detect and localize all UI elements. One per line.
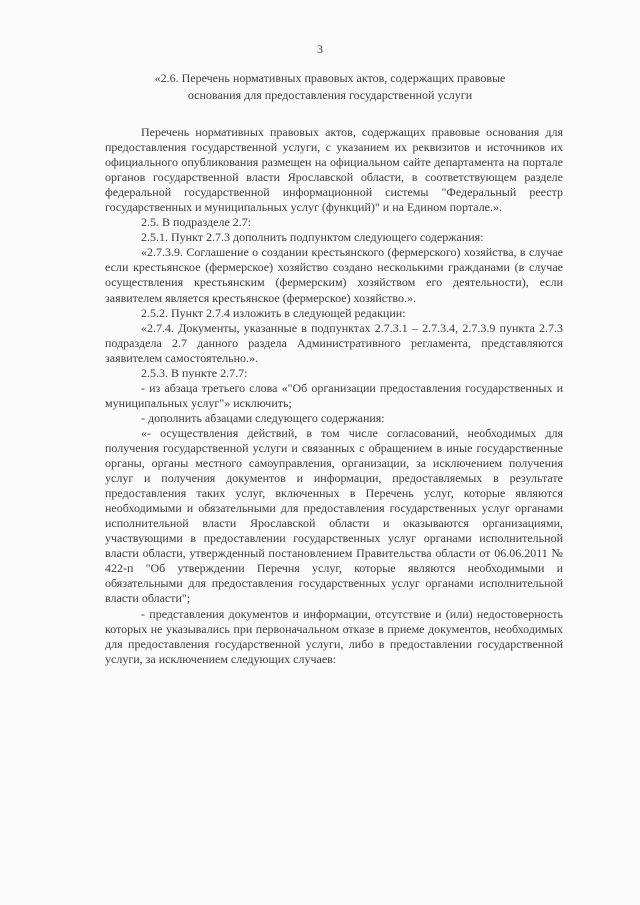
paragraph-documents-clause: - представления документов и информации, отсутствие и (или) недостоверность которых не указывались при первоначальном отказе в приеме документов, необходимых для предоставления государственной услуги, либо в предоставлении государственной услуги, за исключением следующих случаев:	[105, 606, 563, 666]
paragraph-2-5-1: 2.5.1. Пункт 2.7.3 дополнить подпунктом следующего содержания:	[141, 230, 484, 245]
paragraph-2-7-4: «2.7.4. Документы, указанные в подпунктах 2.7.3.1 – 2.7.3.4, 2.7.3.9 пункта 2.7.3 подраздела 2.7 данного раздела Административного регламента, представляются заявителем самостоятельно.».	[105, 320, 563, 365]
paragraph-2-7-3-9: «2.7.3.9. Соглашение о создании крестьянского (фермерского) хозяйства, в случае если крестьянское (фермерское) хозяйство создано несколькими гражданами (в случае осуществления крестьянским (фермерским) хозяйством его деятельности), если заявителем является крестьянское (фермерское) хозяйство.».	[105, 245, 563, 305]
paragraph-2-5-3: 2.5.3. В пункте 2.7.7:	[141, 365, 248, 380]
paragraph-2-5-2: 2.5.2. Пункт 2.7.4 изложить в следующей редакции:	[141, 305, 406, 320]
section-heading-line-1: «2.6. Перечень нормативных правовых актов, содержащих правовые	[154, 71, 506, 85]
paragraph-add-clauses: - дополнить абзацами следующего содержания:	[141, 410, 385, 425]
document-body	[105, 125, 563, 667]
section-heading	[130, 70, 530, 104]
paragraph-actions-clause: «- осуществления действий, в том числе согласований, необходимых для получения государственной услуги и связанных с обращением в иные государственные органы, органы местного самоуправления, организации, за исключением получения услуг и получения документов и информации, предоставляемых в результате предоставления таких услуг, включенных в Перечень услуг, которые являются необходимыми и обязательными для предоставления государственных услуг органами исполнительной власти Ярославской области и оказываются организациями, участвующими в предоставлении государственных услуг органами исполнительной власти области, утвержденный постановлением Правительства области от 06.06.2011 № 422-п "Об утверждении Перечня услуг, которые являются необходимыми и обязательными для предоставления государственных услуг органами исполнительной власти области";	[105, 425, 563, 606]
page-number: 3	[317, 42, 323, 56]
paragraph-exclude-words: - из абзаца третьего слова «"Об организации предоставления государственных и муниципальных услуг"» исключить;	[105, 380, 563, 410]
section-heading-line-2: основания для предоставления государственной услуги	[187, 88, 473, 102]
paragraph-regulations-list: Перечень нормативных правовых актов, содержащих правовые основания для предоставления государственной услуги, с указанием их реквизитов и источников их официального опубликования размещен на официальном сайте департамента на портале органов государственной власти Ярославской области, в соответствующем разделе федеральной государственной информационной системы "Федеральный реестр государственных и муниципальных услуг (функций)" и на Едином портале.».	[105, 125, 563, 215]
paragraph-2-5: 2.5. В подразделе 2.7:	[141, 215, 252, 230]
